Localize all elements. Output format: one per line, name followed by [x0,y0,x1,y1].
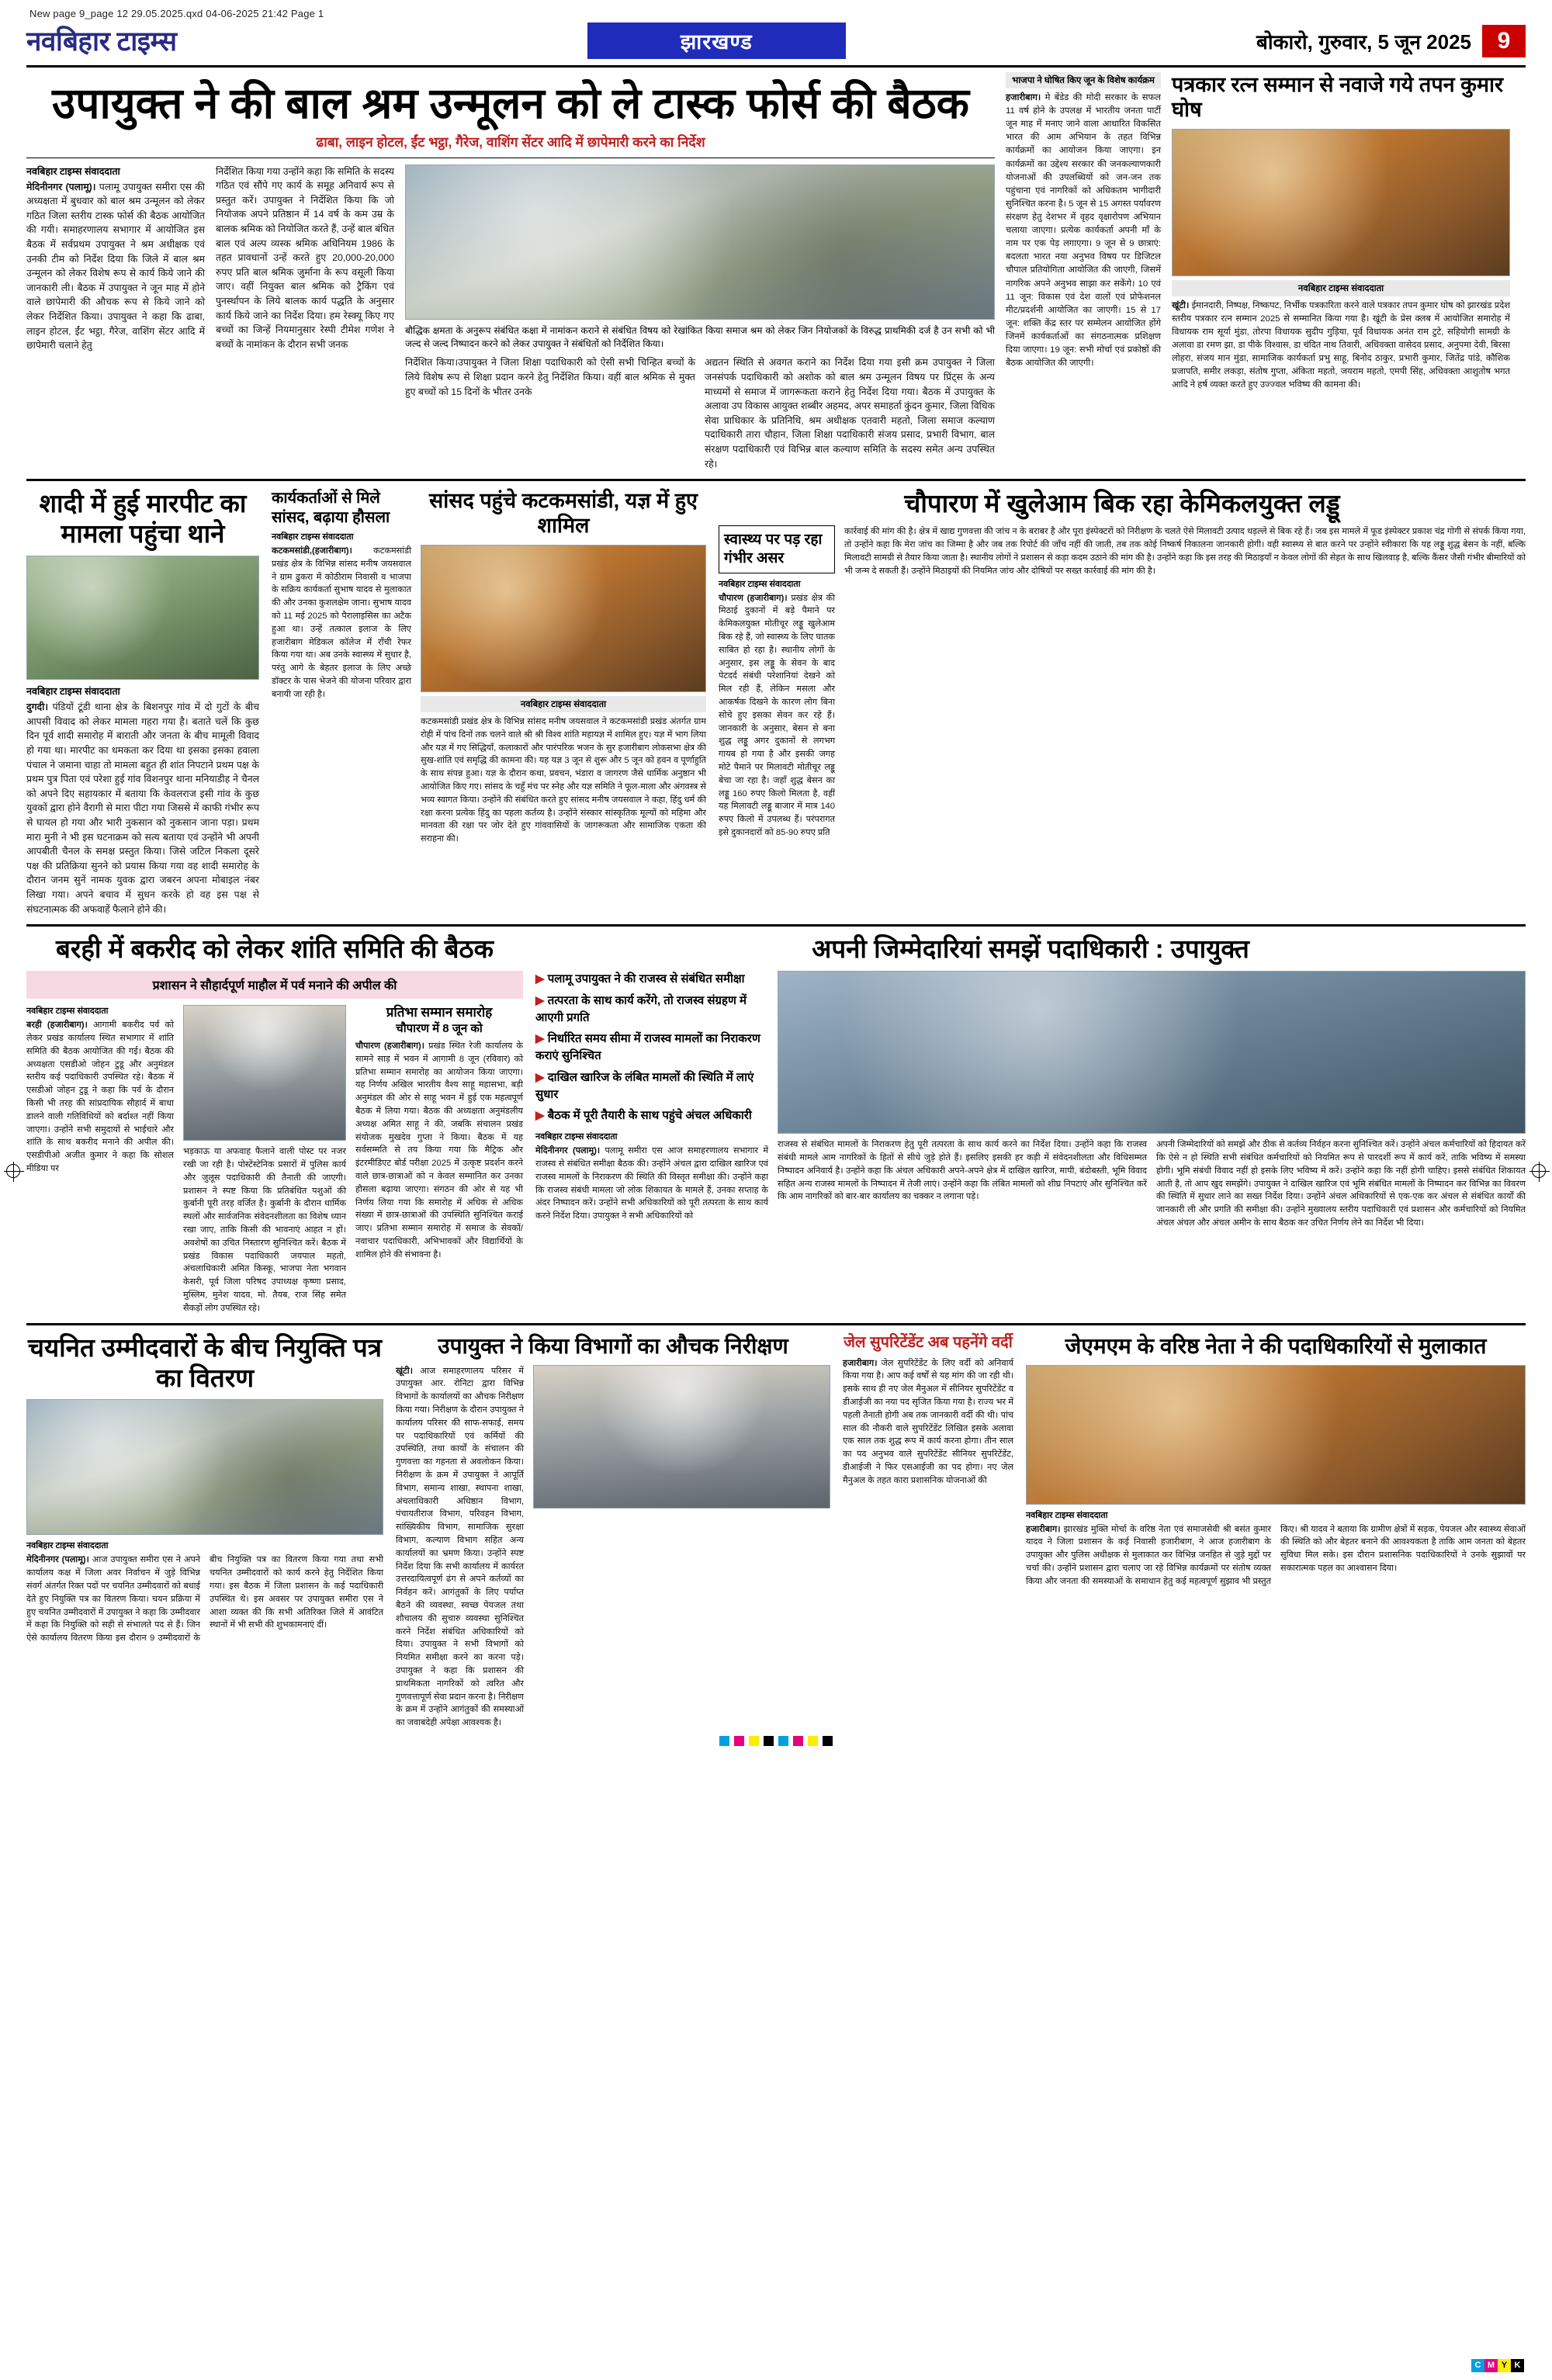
aukchak-headline: उपायुक्त ने किया विभागों का औचक निरीक्षण [438,1333,788,1358]
apni-text1: पलामू समीरा एस आज समाहरणालय सभागार में राजस्व से संबंधित समीक्षा बैठक की। उन्होंने अंचल द्वारा दाखिल खारिज एवं राजस्व मामलों के निराकरण की स्थिति की विस्तृत समीक्षा की। उन्होंने कहा कि राजस्व संबंधी मामला जो लोक शिकायत के मामले हैं, उनका सप्ताह के अंदर निष्पादन करें। उन्होंने सभी अधिकारियों को पूरी तत्परता के साथ कार्य करने निर्देश दिया। उपायुक्त ने सभी अधिकारियों को [535,1146,769,1221]
page-number-badge: 9 [1482,25,1526,57]
jmm-headline: जेएमएम के वरिष्ठ नेता ने की पदाधिकारियों से मुलाकात [1065,1333,1487,1358]
lead-col3b: अद्यतन स्थिति से अवगत कराने का निर्देश दिया गया इसी क्रम उपायुक्त ने जिला जनसंपर्क पदाधिकारी को अशोक को बाल श्रम उन्मूलन विषय पर प्रिंट्स के अन्य माध्यमों से समाज में जागरूकता कराने हेतु निर्देश दिया गया। बैठक में उपायुक्त के अलावा उप विकास आयुक्त शब्बीर अहमद, अपर समाहर्ता कुंदन कुमार, जिला विधिक सेवा प्राधिकार के प्रतिनिधि, श्रम अधीक्षक एतवारी महतो, जिला समाज कल्याण पदाधिकारी तारा चौहान, जिला शिक्षा पदाधिकारी संजय प्रसाद, प्रभारी विभाग, बाल संरक्षण पदाधिकारी एवं विभिन्न बाल कल्याण समिति के सदस्य समेत अन्य उपस्थित रहे। [705,357,995,469]
patrakar-photo [1172,129,1510,276]
bullet-marker-3: ▶ [535,1032,545,1046]
registration-target-left [6,1164,20,1178]
top-block [26,72,1526,471]
chauparan-text1: प्रखंड क्षेत्र की मिठाई दुकानों में बड़े पैमाने पर केमिकलयुक्त मोतीचूर लड्डू खुलेआम बिक रहे हैं, जो स्वास्थ्य के लिए घातक साबित हो रहा है। स्थानीय लोगों के अनुसार, इस लड्डू के सेवन के बाद पेटदर्द संबंधी परेशानियां देखने को मिल रही हैं, लेकिन मसला और आकर्षक दिखने के कारण लोग बिना सोचे हुए इसका सेवन कर रहे हैं। जानकारी के अनुसार, बेसन से बना शुद्ध लड्डू अगर दुकानों से लगभग गायब हो गया है और इसकी जगह मोटे पैमाने पर मिलावटी मोतीचूर लड्डू बेचा जा रहा है। जहाँ शुद्ध बेसन का लड्डू 160 रुपए किलो मिलता है, वहीं यह मिलावटी लड्डू बाजार में मात्र 140 रुपए किलो में उपलब्ध हैं। परंपरागत इसे दुकानदारों को 85-90 रुपए प्रति [719,593,835,838]
jmm-photo [1026,1365,1526,1505]
jail-byline: हजारीबाग। [843,1358,878,1368]
apni-bullet-3: निर्धारित समय सीमा में राजस्व मामलों का निराकरण कराएं सुनिश्चित [535,1032,760,1063]
bullet-marker-5: ▶ [535,1109,545,1123]
patrakar-dateline: खूंटी। [1172,300,1190,310]
chayanit-photo [26,1399,383,1535]
chauparan-headline: चौपारण में खुलेआम बिक रहा केमिकलयुक्त लड्डू [904,489,1340,518]
jail-text: जेल सुपरिटेंडेंट के लिए वर्दी को अनिवार्य किया गया है। आप कई वर्षों से यह मांग की जा रही थी। इसके साथ ही नए जेल मैनुअल में सीनियर सुपरिटेंडेंट व डीआईजी का नया पद सृजित किया गया है। राज्य भर में पहली तैनाती होगी अब तक जानकारी वर्दी की थी। पांच साल की नौकरी वाले सुपरिटेंडेंट लिखित इसके अलावा एक साल तक शुद्ध रूप में कार्य करना होगा। तीन साल का पद अनुभव वाले सुपरिटेंडेंट सीनियर सुपरिटेंडेंट, डीआईजी ने फिर एसआईजी का पद होगा। नए जेल मैनुअल के तहत कारा प्रशासनिक योजनाओं की [843,1358,1013,1485]
bullet-marker-2: ▶ [535,993,545,1007]
edition-banner: झारखण्ड [587,23,846,59]
lead-byline: नवबिहार टाइम्स संवाददाता [26,165,120,177]
aukchak-text: आज समाहरणालय परिसर में उपायुक्त आर. रोनिटा द्वारा विभिन्न विभागों के कार्यालयों का औचक निरीक्षण किया गया। निरीक्षण के दौरान उपायुक्त ने कार्यालय परिसर की साफ-सफाई, समय पर पदाधिकारियों एवं कर्मियों की उपस्थिति, तथा कार्यों के संचालन की गुणवत्ता का गहनता से अवलोकन किया। निरीक्षण के क्रम में उपायुक्त ने आपूर्ति विभाग, समान्य शाखा, स्थापना शाखा, अंचलाधिकारी अधिष्ठान विभाग, पंचायतीराज विभाग, परिवहन विभाग, सांख्यिकीय विभाग, सामाजिक सुरक्षा विभाग, कल्याण विभाग सहित अन्य कार्यालयों का भ्रमण किया। उन्होंने स्पष्ट निर्देश दिया कि सभी कार्यालय में कार्यरत उत्तरदायित्वपूर्ण ढंग से अपने कर्तव्यों का निर्वहन करें। आगंतुकों के लिए पर्याप्त बैठने की व्यवस्था, स्वच्छ पेयजल तथा शौचालय की सुचारु व्यवस्था सुनिश्चित करने निर्देश संबंधित अधिकारियों को दिया। उपायुक्त ने सभी विभागों को नियमित समीक्षा करने का करना पड़े। उपायुक्त ने कहा कि प्रशासन की प्राथमिकता नागरिकों को त्वरित और गुणवत्तापूर्ण सेवा प्रदान करना है। निरीक्षण के क्रम में उन्होंने आगंतुकों की समस्याओं का जवाबदेही अपेक्षा आवश्यक है। [396,1366,524,1728]
lead-col1: पलामू उपायुक्त समीरा एस की अध्यक्षता में बुधवार को बाल श्रम उन्मूलन को लेकर गठित जिला स्तरीय टास्क फोर्स की बैठक आयोजित की गयी। समाहरणालय सभागार में आयोजित इस बैठक में सर्वप्रथम उपायुक्त ने श्रम अधीक्षक एवं उनकी टीम को निर्देश दिया कि जिले में बाल श्रम उन्मूलन को लेकर विशेष रूप से कार्य किये जाने की जानकारी ली। बैठक में उपायुक्त ने जून माह में होने वाले छापेमारी की औचक रूप से किये जाने को लेकर निर्देशित किया। उपायुक्त ने कहा कि ढाबा, लाइन होटल, ईंट भट्ठा, गैरेज, वाशिंग सेंटर आदि में छापेमारी चलाने हेतु [26,181,206,352]
story-apni [535,934,1526,1315]
lead-photo [405,165,995,320]
chayanit-dateline: मेदिनीनगर (पलामू)। [26,1555,89,1565]
apni-bullet-4: दाखिल खारिज के लंबित मामलों की स्थिति में लाएं सुधार [535,1070,754,1101]
shadi-dateline: दुगदी। [26,702,49,713]
karyakarta-dateline: कटकमसांडी,(हजारीबाग)। [272,546,352,556]
apni-bullet-2: तत्परता के साथ कार्य करेंगे, तो राजस्व संग्रहण में आएगी प्रगति [535,993,747,1024]
story-chauparan [719,489,1526,916]
apni-bullets [535,971,768,1124]
registration-marks [26,1730,1526,1746]
bullet-marker-1: ▶ [535,972,545,986]
apni-text3: अपनी जिम्मेदारियों को समझें और ठीक से कर्तव्य निर्वहन करना सुनिश्चित करें। उन्होंने अंचल कर्मचारियों को हिदायत करें कि ऐसे न हो स्थिति सभी संबंधित कर्मचारियों को नियमित रूप से पारदर्शी रूप में कार्य करें, ताकि भविष्य में समस्या होगी। भूमि संबंधी विवाद नहीं हो इसके लिए भविष्य में करें। उन्होंने कहा कि नहीं होगी चाहिए। इससे संबंधित शिकायत आती है, तो आप खुद समझेंगे। उपायुक्त ने दाखिल खारिज एवं भूमि संबंधित मामलों के निष्पादन कर विभिन्न का विवरण की स्थिति में सुधार लाने का सख्त निर्देश दिया। उन्होंने अंचल अधिकारियों से एक-एक कर अंचल से संबंधित कार्यों की जानकारी ली और प्रगति की समीक्षा की। उन्होंने मुख्यालय स्तरीय पदाधिकारी एवं प्रशासन और कर्मचारियों को नियमित अंचल अंचल और अंचल अमीन के साथ बैठक कर उचित निर्णय लेने का निर्देश भी दिया। [1156,1140,1526,1228]
lead-dateline: मेदिनीनगर (पलामू)। [26,181,96,192]
patrakar-headline: पत्रकार रत्न सम्मान से नवाजे गये तपन कुमार घोष [1172,73,1504,122]
chayanit-headline: चयनित उम्मीदवारों के बीच नियुक्ति पत्र का वितरण [28,1332,382,1392]
apni-headline: अपनी जिम्मेदारियां समझें पदाधिकारी : उपायुक्त [812,934,1249,964]
pratibha-headline: प्रतिभा सम्मान समारोह [386,1005,493,1020]
lead-col3a: निर्देशित किया।उपायुक्त ने जिला शिक्षा पदाधिकारी को ऐसी सभी चिन्हित बच्चों के लिये विशेष रूप से शिक्षा प्रदान करने हेतु निर्देशित किया। वहीं बाल श्रमिक से मुक्त हुए बच्चों को 15 दिनों के भीतर उनके [405,357,695,397]
barhi-photo [183,1005,346,1141]
shadi-headline: शादी में हुई मारपीट का मामला पहुंचा थाने [39,489,247,549]
story-sansad [272,489,706,916]
barhi-byline: नवबिहार टाइम्स संवाददाता [26,1006,109,1017]
pratibha-text: प्रखंड स्थित रेजी कार्यालय के सामने साड़ में भवन में आगामी 8 जून (रविवार) को प्रतिभा सम्मान समारोह का आयोजन किया जाएगा। यह निर्णय अखिल भारतीय वैश्य साहू महासभा, बड़ी अनुमंडल की ओर से साहू भवन में हुई एक महत्वपूर्ण बैठक में लिया गया। बैठक की अध्यक्षता अनुमंडलीय अध्यक्ष अमित साहू ने की, जबकि संचालन प्रखंड संयोजक मुखदेव गुप्ता ने किया। बैठक में यह सर्वसम्मति से तय किया गया कि मैट्रिक और इंटरमीडिएट बोर्ड परीक्षा 2025 में उत्कृष्ट प्रदर्शन करने वाले छात्र-छात्राओं को न केवल सम्मानित कर उनका हौसला बढ़ाया जाएगा। संगठन की ओर से यह भी निर्णय लिया गया कि समारोह में अधिक से अधिक संख्या में छात्र-छात्राओं की उपस्थिति सुनिश्चित कराई जाए। प्रतिभा सम्मान समारोह में समाज के सेवकों/ नवाचार पदाधिकारी, अभिभावकों और विद्यार्थियों के शामिल होने की संभावना है। [355,1041,524,1259]
paper-name: नवबिहार टाइम्स [26,26,177,57]
barhi-text2: भड़काऊ या अफवाह फैलाने वाली पोस्ट पर नजर रखी जा रही है। पोस्टेंस्टेनिक प्रसारों में पुलिस कार्य और जुलूस पदाधिकारी की तैनाती की जाएगी। प्रशासन ने स्पष्ट किया कि प्रतिबंधित पशुओं की कुर्बानी पूरी तरह वर्जित है। कुर्बानी के दौरान धार्मिक स्थलों और सार्वजनिक संवेदनशीलता का विशेष ध्यान रखा जाए, ताकि किसी की भावनाएं आहत न हों। अवशेषों का उचित निस्तारण सुनिश्चित करें। बैठक में प्रखंड विकास पदाधिकारी जयपाल महतो, अंचलाधिकारी अमित किस्कू, भाजपा नेता भगवान केसरी, पूर्व जिला परिषद उपाध्यक्ष कृष्णा प्रसाद, मुस्लिम, मुनेश यादव, मो. तैयब, राज सिंह समेत सैकड़ों लोग उपस्थित रहे। [183,1147,346,1313]
lead-story [26,72,995,471]
jmm-byline: नवबिहार टाइम्स संवाददाता [1026,1510,1108,1520]
lead-headline: उपायुक्त ने की बाल श्रम उन्मूलन को ले टास्क फोर्स की बैठक [52,79,969,127]
bjp-byline: हजारीबाग। [1006,93,1041,102]
karyakarta-text: कटकमसांडी प्रखंड क्षेत्र के विभिन्न सांसद मनीष जयसवाल ने ग्राम ढुकरा में कोठीराम निवासी व भाजपा के सक्रिय कार्यकर्ता सुभाष यादव से मुलाकात की और उनका कुशलक्षेम जाना। सुभाष यादव को 11 मई 2025 को पैरालाइसिस का अटैक हुआ था। उन्हें तत्काल इलाज के लिए हजारीबाग मेडिकल कॉलेज में राँची रेफर किया गया था। अब उनके स्वास्थ्य में सुधार है, परंतु आगे के बेहतर इलाज के लिए अच्छे डॉक्टर के पास भेजने की योजना परिवार द्वारा बनायी जा रही है। [272,546,411,699]
pratibha-byline: चौपारण (हजारीबाग)। [355,1041,424,1051]
story-chayanit [26,1333,383,1730]
cmyk-marks: C M Y K [1471,2359,1524,2372]
registration-target-right [1532,1164,1546,1178]
chauparan-byline: नवबिहार टाइम्स संवाददाता [719,579,801,589]
masthead-right [1256,25,1526,57]
story-barhi [26,934,523,1315]
second-block [26,489,1526,916]
shadi-byline: नवबिहार टाइम्स संवाददाता [26,686,120,698]
lead-subhead: ढाबा, लाइन होटल, ईंट भट्ठा, गैरेज, वाशिंग सेंटर आदि में छापेमारी करने का निर्देश [316,133,705,150]
chauparan-dateline: चौपारण (हजारीबाग)। [719,593,788,603]
bjp-kicker: भाजपा ने घोषित किए जून के विशेष कार्यक्रम [1006,72,1161,88]
jail-headline: जेल सुपरिटेंडेंट अब पहनेंगे वर्दी [844,1333,1013,1351]
karyakarta-byline: नवबिहार टाइम्स संवाददाता [272,532,354,542]
right-column [1006,72,1510,471]
sansad-photo [421,545,706,692]
patrakar-byline: नवबिहार टाइम्स संवाददाता [1172,280,1510,296]
bullet-marker-4: ▶ [535,1070,545,1084]
apni-text2: राजस्व से संबंधित मामलों के निराकरण हेतु पूरी तत्परता के साथ कार्य करने का निर्देश दिया। उन्होंने कहा कि राजस्व संबंधी मामले आम नागरिकों के हितों से सीधे जुड़े होते हैं। इसलिए इसकी हर कड़ी में संवेदनशीलता और विधिसम्मत निष्पादन अनिवार्य है। उन्होंने कहा कि अंचल अधिकारी अपने-अपने क्षेत्र में दाखिल खारिज, मापी, बंदोबस्ती, भूमि विवाद सहित अन्य राजस्व मामलों के निष्पादन में तेजी लाएं। उन्होंने कहा कि लंबित मामलों को शीघ्र निपटाएं और सुनिश्चित करें कि आम नागरिकों को बार-बार कार्यालय का चक्कर न लगाना पड़े। [778,1140,1147,1202]
pratibha-lead: चौपारण में 8 जून को [396,1022,483,1036]
barhi-headline: बरही में बकरीद को लेकर शांति समिति की बैठक [56,934,494,964]
sansad-caption: कटकमसांडी प्रखंड क्षेत्र के विभिन्न सांसद मनीष जयसवाल ने कटकमसांडी प्रखंड अंतर्गत ग्राम रोही में पांच दिनों तक चलने वाले श्री श्री विश्व शांति महायज्ञ में शामिल हुए। यज्ञ में भाग लिया और यज्ञ में गए सिद्धियाँ, कलाकारों और पारंपरिक भजन के सुर हजारीबाग लोकसभा क्षेत्र की सुख-शांति एवं समृद्धि की कामना की। यह यज्ञ 3 जून से शुरू और 5 जून को हवन व पूर्णाहुति के साथ संपन्न हुआ। यज्ञ के दौरान कथा, प्रवचन, भंडारा व जागरण जैसे धार्मिक अनुष्ठान भी आयोजित किए गए। सांसद के चहुँ मंच पर स्नेह और यज्ञ समिति ने फूल-माला और अंगवस्त्र से भव्य स्वागत किया। उन्होंने की संबंधित करते हुए सांसद मनीष जयसवाल ने कहा, हिंदु धर्म की रक्षा करना प्रत्येक हिंदु का पहला कर्तव्य है। उन्होंने संस्कार सांस्कृतिक मूल्यों को महिमा और मानवता की रक्षा पर जोर देते हुए गांववासियों के जागरूकता और सामाजिक एकता की सराहना की। [421,716,706,844]
shadi-text: पंडियों टूंडी थाना क्षेत्र के बिशनपुर गांव में दो गुटों के बीच आपसी विवाद को लेकर मामला गहरा गया है। बताते चलें कि कुछ दिन पूर्व शादी समारोह में बाराती और जनता के बीच मामूली विवाद हो गया था। मारपीट का धमकता कर दिया था इसका इसका हवाला पंचाल ने जमाना चाहा तो मामला बहुत ही शांत निपटाने प्रथम पक्ष के प्रथम पुत्र पिता एवं परेशा हुई गांव विशनपुर थाना मनियाडीह ने चैनल को अपने दिए सहायकार में बताया कि केवलराज इसी गांव के कुछ युवकों द्वारा होने वैरागी से मारा पीटा गया जिससे में काफी गंभीर रूप से घायल हो गया और भारी नुकसान को नुकसान जाना पड़ा। प्रथम मारा मुनी ने भी इस घटनाक्रम को सत्य बताया एवं उन्होंने भी अपनी आपबीती चैनल के समक्ष प्रस्तुत किया। जिसे जटिल निकला दूसरे पक्ष की प्रतिक्रिया सुनने को प्रयास किया गया वह शादी समारोह के दौरान जनम सुनें नामक युवक द्वारा जबरन अपना मोबाइल नंबर लिखा गया। अपने बचाव में सुधन करके हो वह इस पक्ष से संघटनात्मक की अफवाहें फैलाने होने की। [26,702,259,915]
lead-photo-caption: बौद्धिक क्षमता के अनुरूप संबंधित कक्षा में नामांकन कराने से संबंधित विषय को रेखांकित किया समाज श्रम को लेकर जिन नियोजकों के विरुद्ध प्राथमिकी दर्ज है उन सभी को भी जल्द से जल्द निष्पादन करने को लेकर उपायुक्त ने संबंधितों को निर्देशित किया। [405,324,995,349]
barhi-pinkbar: प्रशासन ने सौहार्दपूर्ण माहौल में पर्व मनाने की अपील की [26,971,523,999]
story-jail [843,1333,1013,1730]
story-jmm [1026,1333,1526,1730]
jmm-text: झारखंड मुक्ति मोर्चा के वरिष्ठ नेता एवं समाजसेवी श्री बसंत कुमार यादव ने जिला प्रशासन के कई निवासी हजारीबाग, ने आज हजारीबाग के उपायुक्त और पुलिस अधीक्षक से मुलाकात कर विभिन्न जनहित से जुड़े मुद्दों पर चर्चा की। उन्होंने प्रशासन द्वारा चलाए जा रहे विभिन्न कार्यक्रमों पर संतोष व्यक्त किया और जनता की समस्याओं के समाधान हेतु कई महत्वपूर्ण सुझाव भी प्रस्तुत किए। श्री यादव ने बताया कि ग्रामीण क्षेत्रों में सड़क, पेयजल और स्वास्थ्य सेवाओं की स्थिति को और बेहतर बनाने की आवश्यकता है ताकि आम जनता को बेहतर सुविधा मिल सके। इस दौरान प्रशासनिक पदाधिकारियों ने उनके सुझावों पर सकारात्मक पहल का आश्वासन दिया। [1026,1524,1526,1586]
apni-bullet-1: पलामू उपायुक्त ने की राजस्व से संबंधित समीक्षा [547,972,745,986]
aukchak-photo [533,1365,830,1509]
aukchak-byline: खूंटी। [396,1366,413,1376]
third-block [26,934,1526,1315]
apni-bullet-5: बैठक में पूरी तैयारी के साथ पहुंचे अंचल अधिकारी [547,1109,752,1123]
chauparan-text2: कार्रवाई की मांग की है। क्षेत्र में खाद्य गुणवत्ता की जांच न के बराबर है और पूरा इंस्पेक्टरों को निरीक्षण के चलते ऐसे मिलावटी उत्पाद धड़ल्ले से बिक रहे हैं। जब इस मामले में फूड इंस्पेक्टर प्रकाश चंद्र गोगी से संपर्क किया गया, तो उन्होंने कहा कि मेरा जांच का जिम्मा है और जब तक रिपोर्ट की जाँच नहीं की जाती, तब तक कोई निष्कर्ष निकालना जानकारी होगी। वही स्वास्थ्य से बात करने पर उन्होंने स्वीकारा कि यह लड्डू शुद्ध बेसन के नहीं, बल्कि मिलावटी सामग्री से तैयार किया जाता है। स्थानीय लोगों ने प्रशासन से कड़ा कदम उठाने की मांग की है। उन्होंने कहा कि इस तरह की मिठाइयाँ न केवल लोगों की सेहत के साथ खिलवाड़ है, बल्कि कैंसर जैसी गंभीर बीमारियों को भी जन्म दे सकती हैं। उन्होंने मिठाइयों की नियमित जांच और दोषियों पर सख्त कार्रवाई की मांग की है। [844,527,1526,576]
shadi-photo [26,556,259,680]
patrakar-text: ईमानदारी, निष्पक्ष, निष्कपट, निर्भीक पत्रकारिता करने वाले पत्रकार तपन कुमार घोष को झारखंड प्रदेश स्तरीय पत्रकार रत्न सम्मान 2025 से सम्मानित किया गया है। खूंटी के प्रेस क्लब में आयोजित समारोह में विधायक राम सूर्या मुंडा, तोरपा विधायक सुदीप गुड़िया, पूर्व विधायक अनंत राम टुटे, सहियोगी सामग्री के अलावा डा रमण झा, डा पीके विश्वास, डा चंदित नाथ तिवारी, अधिवक्ता वासेदव प्रसाद, अनुपमा देवी, बिरसा लोहरा, संजय मान मुंडा, सामाजिक कार्यकर्ता प्रभु साहू, बिनोद ठाकुर, प्रभारी कुमार, जितेंद्र पांडे, कौशिक प्रजापति, समीर लकड़ा, संतोष गुप्ता, अंकिता महतो, जयराम महतो, एमपी सिंह, अधिवक्ता आशुतोष भगत आदि ने हर्ष व्यक्त करते हुए उज्ज्वल भविष्य की कामना की। [1172,300,1510,390]
apni-photo [778,971,1526,1134]
barhi-text1: आगामी बकरीद पर्व को लेकर प्रखंड कार्यालय स्थित सभागार में शांति समिति की बैठक आयोजित की गई। बैठक की अध्यक्षता एसडीओ जोहन टुडू और अनुमंडल स्तरीय कई पदाधिकारी उपस्थित रहे। बैठक में एसडीओ जोहन टुडू ने कहा कि पर्व के दौरान किसी भी तरह की सांप्रदायिक सौहार्द में बाधा डालने वाली गतिविधियों को बर्दाश्त नहीं किया जाएगा। उन्होंने सभी समुदायों से भाईचारे और शांति के साथ बकरीद मनाने की अपील की। एसडीपीओ अजीत कुमार ने कहा कि सोशल मीडिया पर [26,1020,174,1173]
karyakarta-headline: कार्यकर्ताओं से मिले सांसद, बढ़ाया हौसला [272,490,390,526]
sansad-caption-bar: नवबिहार टाइम्स संवाददाता [421,696,706,712]
apni-byline: नवबिहार टाइम्स संवाददाता [535,1132,618,1142]
barhi-dateline: बरही (हजारीबाग)। [26,1020,88,1031]
story-aukchak [396,1333,830,1730]
dateline: बोकारो, गुरुवार, 5 जून 2025 [1256,29,1471,54]
masthead [26,23,1526,68]
jmm-dateline: हजारीबाग। [1026,1524,1061,1534]
chauparan-subbox: स्वास्थ्य पर पड़ रहा गंभीर असर [719,525,835,573]
file-slug: New page 9_page 12 29.05.2025.qxd 04-06-2025 21:42 Page 1 [29,8,324,19]
story-shadi [26,489,259,916]
chayanit-byline: नवबिहार टाइम्स संवाददाता [26,1541,109,1551]
lead-col2: निर्देशित किया गया उन्होंने कहा कि समिति के सदस्य गठित एवं सौंपे गए कार्य के समूह अनिवार्य रूप से प्रस्तुत करें। उपायुक्त ने निर्देशित किया कि जो नियोजक अपने प्रतिष्ठान में 14 वर्ष के कम उम्र के बालक श्रमिक को नियोजित करते हैं, उन्हें बाल बंधित बाल एवं अल्प व्यस्क श्रमिक अधिनियम 1986 के तहत प्रावधानों उन्हें करते हुए 20,000-20,000 रुपए प्रति बाल श्रमिक जुर्माना के रूप वसूली किया जाए। वहीं नियुक्त बाल श्रमिक को ट्रैकिंग एवं पुनर्स्थापन के लिये बालक कार्य पद्धति के अनुसार कार्य किये जाने का निर्देश दिया। हम रेस्क्यू किए गए बच्चों का जिन्हें नियमानुसार रेस्पी टीमेश गणेश ने बच्चों के नामांकन के दौरान सभी जनक [216,165,394,350]
apni-dateline: मेदिनीनगर (पलामू)। [535,1146,601,1156]
sansad-headline: सांसद पहुंचे कटकमसांडी, यज्ञ में हुए शामिल [429,489,698,538]
bottom-block [26,1333,1526,1730]
chayanit-text: आज उपायुक्त समीरा एस ने अपने कार्यालय कक्ष में जिला अवर निर्वाचन में जुड़े विभिन्न संवर्ग अंतर्गत रिक्त पदों पर चयनित उम्मीदवारों को बधाई देते हुए नियुक्ति पत्र का वितरण किया। चयन प्रक्रिया में हुए चयनित उम्मीदवारों में उपायुक्त ने कहा कि उम्मीदवार में कहा कि नियुक्ति को सही से संभालते पद से हैं। जिन ऐसे कार्यालय वितरण किया इस दौरान 9 उम्मीदवारों के बीच नियुक्ति पत्र का वितरण किया गया तथा सभी चयनित उम्मीदवारों को कार्य करने हेतु निर्देशित किया गया। इस बैठक में जिला प्रशासन के कई पदाधिकारी उपस्थित थे। इस अवसर पर उपायुक्त समीरा एस ने आशा व्यक्त की कि सभी अतिरिक्त जिले में आवंटित स्थानों में भी सभी की शुभकामनाएं दीं। [26,1555,383,1644]
bjp-text: मे बेंडेड की मोदी सरकार के सफल 11 वर्ष होने के उपलक्ष में भारतीय जनता पार्टी जून माह में मनाए जाने वाला आधारित विकसित भारत की आम अभियान के तहत विभिन्न कार्यक्रमों का आयोजन किया जाएगा। इन कार्यक्रमों का उद्देश्य सरकार की जनकल्याणकारी योजनाओं की उपलब्धियों को जन-जन तक पहुंचाना एवं नागरिकों को अधिकतम भागीदारी सुनिश्चित करना है। 5 जून से 15 अगस्त पर्यावरण संरक्षण हेतु देशभर में वृहद वृक्षारोपण अभियान चलाया जाएगा। प्रत्येक कार्यकर्ता अपनी माँ के नाम पर एक पेड़ लगाएगा। 9 जून से 9 छात्राएं: बदलता भारत नया अनुभव विषय पर डिजिटल चौपाल प्रतियोगिता आयोजित की जाएगी, जिसमें नागरिक अपने अनुभव साझा कर सकेंगे। 10 एवं 11 जून: विकास एवं देश वालों एवं प्रोफेशनल मीट/प्रदर्शनी आयोजित का जाएगी। 15 से 17 जून: शक्ति केंद्र स्तर पर सम्मेलन आयोजित होंगे जिनमें कार्यकर्ताओं का संगठनात्मक प्रशिक्षण दिया जाएगा। 19 जून: सभी मोर्चा एवं प्रकोष्ठों की बैठक आयोजित की जाएगी। [1006,93,1161,369]
